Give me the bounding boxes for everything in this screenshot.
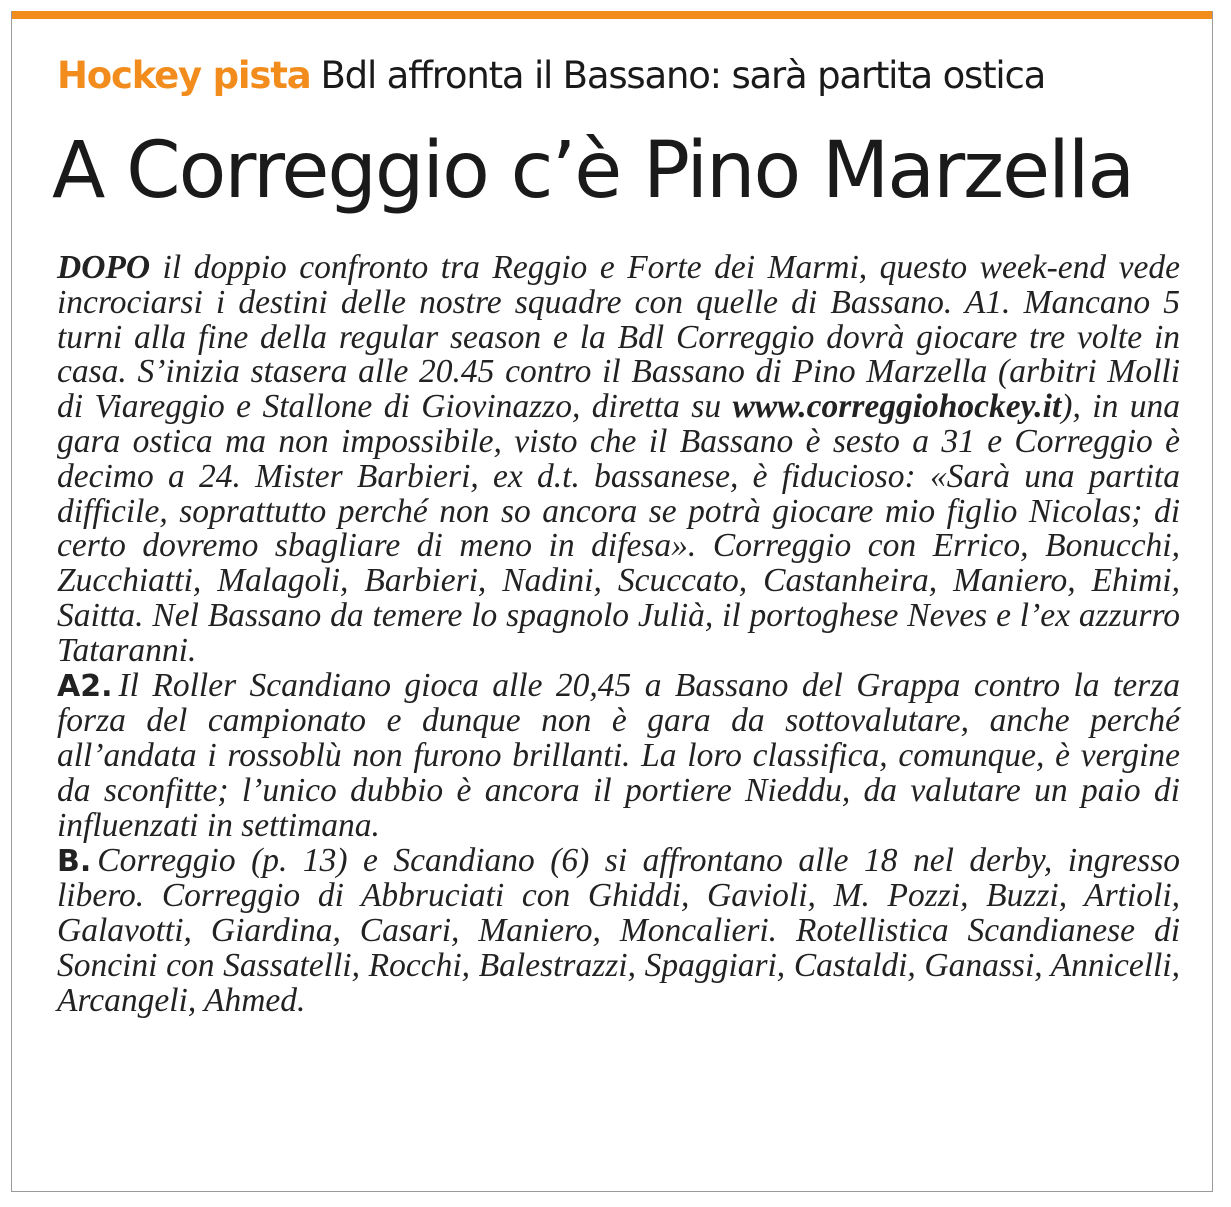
headline: A Correggio c’è Pino Marzella <box>52 126 1134 216</box>
kicker <box>57 51 1187 101</box>
paragraph-a1 <box>57 251 1180 669</box>
top-accent-rule <box>12 11 1212 19</box>
paragraph-a1-text: il doppio confronto tra Reggio e Forte dei Marmi, questo week-end vede incrociarsi i destini delle nostre squadre con quelle di Bassano. A1. Mancano 5 turni alla fine della regular season e la Bdl Correggio dovrà giocare tre volte in casa. S’inizia stasera alle 20.45 contro il Bassano di Pino Marzella (arbitri Molli di Viareggio e Stallone di Giovinazzo, diretta su <box>57 249 1180 426</box>
paragraph-a1-text-cont: ), in una gara ostica ma non impossibile, visto che il Bassano è sesto a 31 e Correggio è decimo a 24. Mister Barbieri, ex d.t. bassanese, è fiducioso: «Sarà una partita difficile, soprattutto perché non so ancora se potrà giocare mio figlio Nicolas; di certo dovremo sbagliare di meno in difesa». Correggio con Errico, Bonucchi, Zucchiatti, Malagoli, Barbieri, Nadini, Scuccato, Castanheira, Maniero, Ehimi, Saitta. Nel Bassano da temere lo spagnolo Julià, il portoghese Neves e l’ex azzurro Tataranni. <box>57 388 1181 669</box>
league-tag-b: B. <box>57 843 92 879</box>
paragraph-a2 <box>57 666 1180 844</box>
paragraph-b-text: Correggio (p. 13) e Scandiano (6) si affrontano alle 18 nel derby, ingresso libero. Correggio di Abbruciati con Ghiddi, Gavioli, M. Pozzi, Buzzi, Artioli, Galavotti, Giardina, Casari, Maniero, Moncalieri. Rotellistica Scandianese di Soncini con Sassatelli, Rocchi, Balestrazzi, Spaggiari, Castaldi, Ganassi, Annicelli, Arcangeli, Ahmed. <box>57 841 1180 1019</box>
lead-word: DOPO <box>57 249 151 286</box>
paragraph-a2-text: Il Roller Scandiano gioca alle 20,45 a Bassano del Grappa contro la terza forza del campionato e dunque non è gara da sottovalutare, anche perché all’andata i rossoblù non furono brillanti. La loro classifica, comunque, è vergine da sconfitte; l’unico dubbio è ancora il portiere Nieddu, da valutare un paio di influenzati in settimana. <box>57 666 1180 844</box>
article-body <box>57 251 1180 1019</box>
paragraph-b <box>57 841 1180 1019</box>
kicker-text: Bdl affronta il Bassano: sarà partita ostica <box>320 54 1046 97</box>
website-url: www.correggiohockey.it <box>732 388 1062 426</box>
league-tag-a2: A2. <box>57 668 113 704</box>
newspaper-clipping <box>11 11 1213 1192</box>
section-label: Hockey pista <box>57 54 311 97</box>
